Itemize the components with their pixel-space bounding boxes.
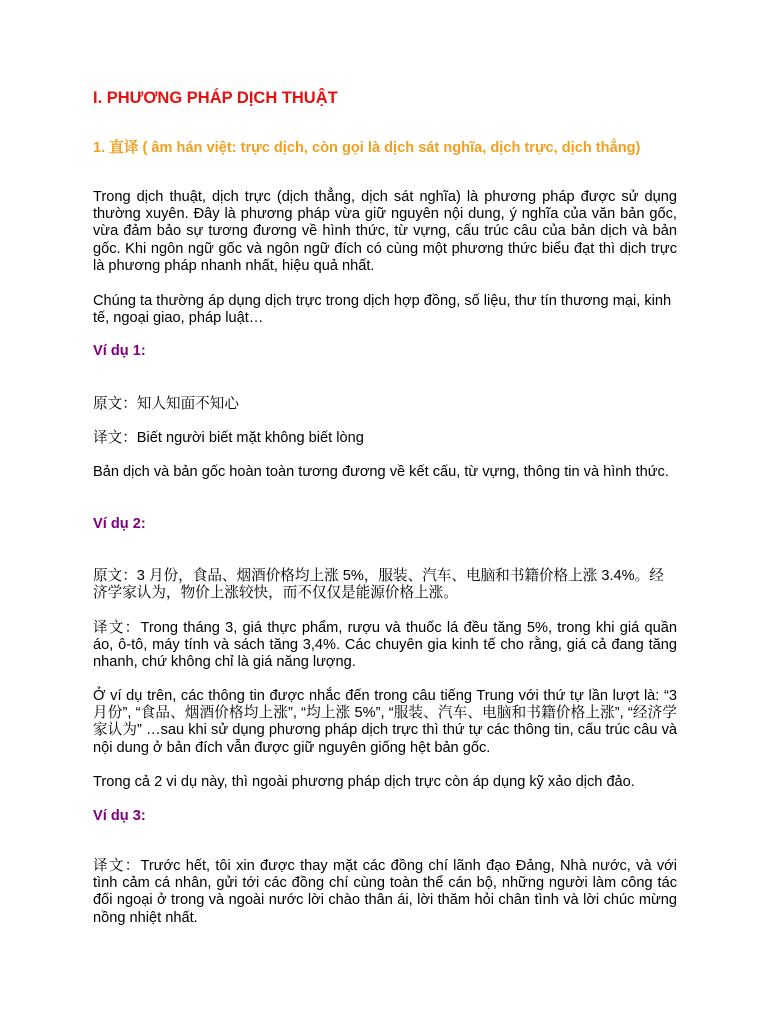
both-examples-note: Trong cả 2 vi dụ này, thì ngoài phương pháp dịch trực còn áp dụng kỹ xảo dịch đảo.	[93, 774, 635, 790]
example-3-translation: 译文：Trước hết, tôi xin được thay mặt các đồng chí lãnh đạo Đảng, Nhà nước, và với tình cảm cá nhân, gửi tới các đồng chí cùng toàn thể cán bộ, những người làm công tác đối ngoại ở trong và ngoài nước lời chào thân ái, lời thăm hỏi chân tình và lời chúc mừng nồng nhiệt nhất.	[93, 858, 677, 926]
section-heading: I. PHƯƠNG PHÁP DỊCH THUẬT	[93, 89, 338, 107]
usage-paragraph: Chúng ta thường áp dụng dịch trực trong dịch hợp đồng, số liệu, thư tín thương mại, kinh tế, ngoại giao, pháp luật…	[93, 293, 672, 327]
example-2-source: 原文：3 月份，食品、烟酒价格均上涨 5%，服装、汽车、电脑和书籍价格上涨 3.4%。经济学家认为，物价上涨较快，而不仅仅是能源价格上涨。	[93, 568, 664, 602]
intro-paragraph: Trong dịch thuật, dịch trực (dịch thẳng, dịch sát nghĩa) là phương pháp được sử dụng thường xuyên. Đây là phương pháp vừa giữ nguyên nội dung, ý nghĩa của văn bản gốc, vừa đảm bảo sự tương đương về hình thức, từ vựng, cấu trúc câu của bản dịch và bản gốc. Khi ngôn ngữ gốc và ngôn ngữ đích có cùng một phương thức biểu đạt thì dịch trực là phương pháp nhanh nhất, hiệu quả nhất.	[93, 189, 677, 274]
example-2-translation: 译文：Trong tháng 3, giá thực phẩm, rượu và thuốc lá đều tăng 5%, trong khi giá quần áo, ô-tô, máy tính và sách tăng 3,4%. Các chuyên gia kinh tế cho rằng, giá cả đang tăng nhanh, chứ không chỉ là giá năng lượng.	[93, 620, 677, 671]
example-1-comment: Bản dịch và bản gốc hoàn toàn tương đương về kết cấu, từ vựng, thông tin và hình thức.	[93, 464, 669, 480]
example-2-label: Ví dụ 2:	[93, 516, 146, 532]
example-3-label: Ví dụ 3:	[93, 808, 146, 824]
method-subheading: 1. 直译 ( âm hán việt: trực dịch, còn gọi là dịch sát nghĩa, dịch trực, dịch thẳng)	[93, 140, 641, 156]
example-1-translation: 译文：Biết người biết mặt không biết lòng	[93, 430, 364, 446]
example-1-label: Ví dụ 1:	[93, 343, 146, 359]
example-1-source: 原文：知人知面不知心	[93, 396, 239, 412]
example-2-comment: Ở ví dụ trên, các thông tin được nhắc đến trong câu tiếng Trung với thứ tự lần lượt là: “3 月份”, “食品、烟酒价格均上涨”, “均上涨 5%”, “服装、汽车、电脑和书籍价格上涨”, “经济学家认为” …sau khi sử dụng phương pháp dịch trực thì thứ tự các thông tin, cấu trúc câu và nội dung ở bản đích vẫn được giữ nguyên giống hệt bản gốc.	[93, 688, 677, 756]
